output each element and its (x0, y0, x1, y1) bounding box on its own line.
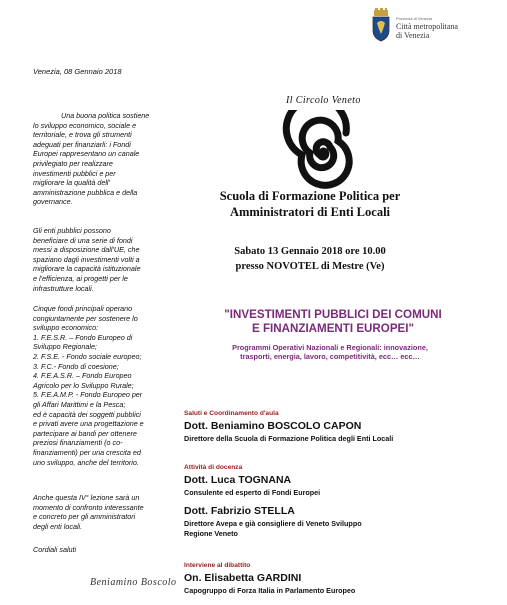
speaker-name-gardini: On. Elisabetta GARDINI (184, 572, 302, 584)
event-main-title (183, 308, 483, 336)
event-subtitle-line2: trasporti, energia, lavoro, competitività, ecc… ecc… (240, 352, 420, 361)
city-name-line2: di Venezia (396, 31, 430, 40)
p1-line: lo sviluppo economico, sociale e (33, 120, 137, 130)
role-debate: Interviene al dibattito (184, 562, 251, 569)
speaker-desc-stella-line1: Direttore Avepa e già consigliere di Veneto Sviluppo (184, 519, 362, 528)
letter-closing: Cordiali saluti (33, 545, 77, 554)
role-coordination: Saluti e Coordinamento d'aula (184, 410, 279, 417)
p3-line: e privati avere una progettazione e (33, 419, 144, 429)
p4-line: degli enti locali. (33, 521, 83, 531)
school-title-line2: Amministratori di Enti Locali (229, 205, 391, 219)
speaker-name-stella: Dott. Fabrizio STELLA (184, 505, 295, 517)
p3-line: 1. F.E.S.R. – Fondo Europeo di (33, 332, 133, 342)
city-name-line1: Città metropolitana (396, 22, 458, 31)
p3-line: 3. F.C.- Fondo di coesione; (33, 361, 119, 371)
p2-line: beneficiare di una serie di fondi (33, 235, 133, 245)
p3-line: 4. F.E.A.S.R. – Fondo Europeo (33, 371, 132, 381)
p1-line: investimenti pubblici e per (33, 168, 116, 178)
speaker-desc-stella-line2: Regione Veneto (184, 529, 238, 538)
p3-line: congiuntamente per sostenere lo (33, 313, 138, 323)
p1-line: adeguati per finanziarli: i Fondi (33, 139, 131, 149)
event-venue: presso NOVOTEL di Mestre (Ve) (235, 261, 385, 272)
p3-line: Cinque fondi principali operano (33, 304, 133, 313)
p3-line: uno sviluppo, anche del territorio. (33, 457, 139, 467)
p3-line: 2. F.S.E. - Fondo sociale europeo; (33, 351, 142, 361)
p1-line: governance. (33, 197, 73, 207)
p3-line: 5. F.E.A.M.P. - Fondo Europeo per (33, 390, 143, 400)
p3-line: gli Affari Marittimi e la Pesca; (33, 399, 126, 409)
p3-line: Sviluppo Regionale; (33, 342, 97, 352)
p2-line: spaziano dagli investimenti volti a (33, 254, 140, 264)
p1-line: territoriale, e trova gli strumenti (33, 130, 132, 140)
organization-name: Il Circolo Veneto (286, 95, 361, 106)
p3-line: finanziamenti) per una crescita ed (33, 447, 141, 457)
event-date: Sabato 13 Gennaio 2018 ore 10.00 (234, 246, 386, 257)
p1-line: Europei rappresentano un canale (33, 149, 140, 159)
p3-line: preziosi finanziamenti (o co- (33, 438, 123, 448)
event-subtitle-line1: Programmi Operativi Nazionali e Regionali: innovazione, (232, 343, 428, 352)
letter-paragraph-3 (33, 304, 169, 467)
p2-line: Gli enti pubblici possono (33, 226, 111, 235)
p3-line: ed è capacità dei soggetti pubblici (33, 409, 141, 419)
event-datetime (180, 244, 440, 274)
p2-line: e l'efficienza, ai progetti per le (33, 273, 128, 283)
spiral-logo-icon (282, 110, 364, 194)
city-crest-icon (370, 8, 392, 42)
signature: Beniamino Boscolo (90, 577, 177, 588)
p1-line: amministrazione pubblica e della (33, 187, 138, 197)
p3-line: sviluppo economico: (33, 323, 99, 333)
p3-line: Agricolo per lo Sviluppo Rurale; (33, 380, 134, 390)
event-title-line1: "INVESTIMENTI PUBBLICI DEI COMUNI (224, 308, 442, 321)
header-caption: Provincia di Venezia (396, 16, 433, 21)
city-name (396, 22, 458, 40)
speaker-desc-tognana: Consulente ed esperto di Fondi Europei (184, 488, 321, 497)
event-subtitle (185, 343, 475, 361)
p1-line: Una buona politica sostiene (61, 111, 150, 120)
role-teaching: Attività di docenza (184, 464, 243, 471)
p2-line: migliorare la capacità istituzionale (33, 264, 141, 274)
letter-paragraph-4 (33, 493, 169, 531)
p2-line: messi a disposizione dall'UE, che (33, 245, 140, 255)
event-title-line2: E FINANZIAMENTI EUROPEI" (251, 322, 415, 335)
p1-line: migliorare la qualità dell' (33, 178, 110, 188)
letter-date: Venezia, 08 Gennaio 2018 (33, 67, 122, 76)
p4-line: e concreto per gli amministratori (33, 512, 136, 522)
letter-paragraph-1 (33, 111, 169, 207)
speaker-name-boscolo: Dott. Beniamino BOSCOLO CAPON (184, 420, 362, 432)
p2-line: infrastrutture locali. (33, 283, 94, 293)
speaker-name-tognana: Dott. Luca TOGNANA (184, 474, 292, 486)
p4-line: momento di confronto interessante (33, 502, 144, 512)
p4-line: Anche questa IV° lezione sarà un (33, 493, 140, 502)
p1-line: privilegiato per realizzare (33, 158, 113, 168)
p3-line: partecipare ai bandi per ottenere (33, 428, 137, 438)
school-title-line1: Scuola di Formazione Politica per (219, 189, 401, 203)
school-title (180, 188, 440, 220)
speaker-desc-boscolo: Direttore della Scuola di Formazione Politica degli Enti Locali (184, 434, 394, 443)
speaker-desc-gardini: Capogruppo di Forza Italia in Parlamento Europeo (184, 586, 356, 595)
letter-paragraph-2 (33, 226, 169, 293)
